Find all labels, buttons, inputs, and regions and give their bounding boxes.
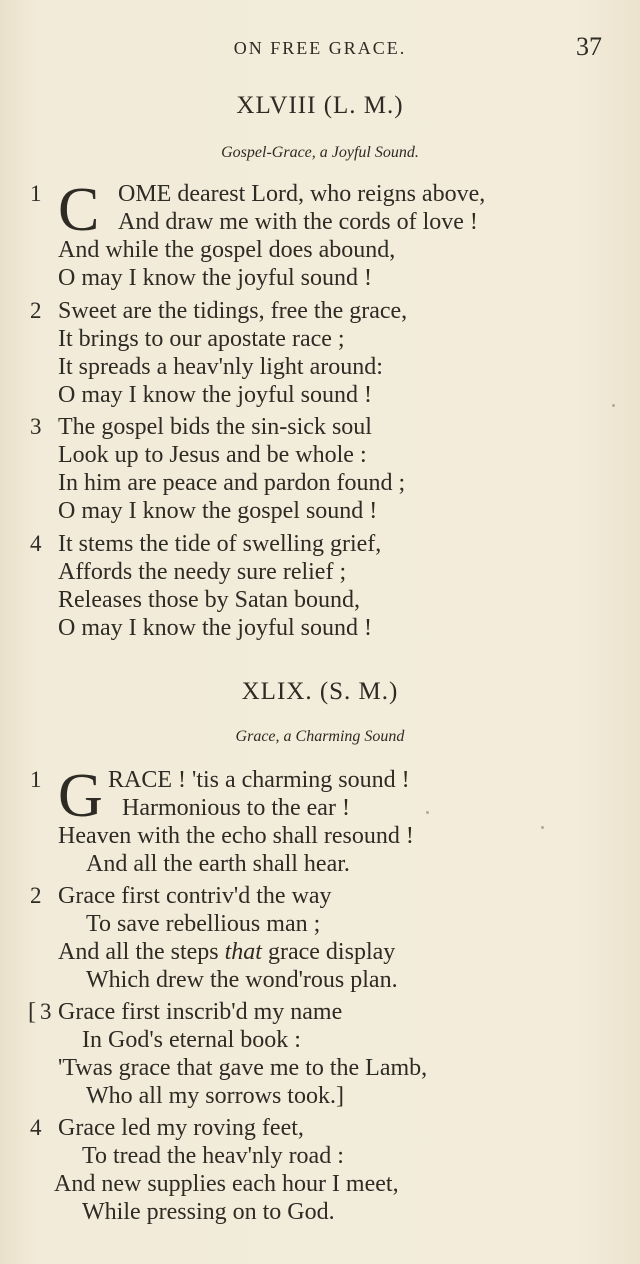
verse-text: O may I know the joyful sound ! (58, 382, 372, 408)
verse-line (30, 264, 620, 292)
verse-line (30, 794, 620, 822)
verse-line (30, 1026, 620, 1054)
verse-line (30, 614, 620, 642)
verse-text (86, 1082, 344, 1110)
stanza-number: 3 (30, 414, 42, 439)
verse-line (30, 882, 620, 910)
stanza-number: 4 (30, 531, 42, 556)
open-bracket: [ (28, 999, 36, 1025)
page-header (0, 32, 640, 66)
stanza (30, 413, 620, 525)
stanza (30, 882, 620, 994)
verse-text: Grace first inscrib'd my name (58, 999, 343, 1025)
verse-line (30, 850, 620, 878)
verse-text: It spreads a heav'nly light around: (58, 354, 383, 380)
verse-text: It stems the tide of swelling grief, (58, 531, 382, 557)
verse-line (30, 441, 620, 469)
stanza-number: 1 (30, 181, 42, 206)
verse-line (30, 1114, 620, 1142)
verse-line (30, 1170, 620, 1198)
verse-line (30, 1054, 620, 1082)
close-bracket: ] (335, 1083, 344, 1109)
verse-line (30, 325, 620, 353)
stanza (30, 176, 620, 292)
verse-text: Harmonious to the ear ! (122, 795, 350, 821)
stanza-number: 3 (40, 999, 52, 1024)
verse-line (30, 353, 620, 381)
stanza (30, 998, 620, 1110)
verse-line (30, 530, 620, 558)
stanza-number: 1 (30, 767, 42, 792)
verse-line (30, 297, 620, 325)
hymn-title: XLIX. (S. M.) (241, 678, 399, 705)
verse-text: Which drew the wond'rous plan. (86, 967, 398, 993)
drop-cap: C (58, 176, 100, 244)
verse-text: O may I know the joyful sound ! (58, 265, 372, 291)
verse-text: In God's eternal book : (82, 1027, 301, 1053)
verse-line (30, 497, 620, 525)
hymn-subtitle: Grace, a Charming Sound (235, 728, 405, 745)
verse-line (30, 938, 620, 966)
verse-text: Heaven with the echo shall resound ! (58, 823, 414, 849)
verse-line (30, 180, 620, 208)
verse-line (30, 558, 620, 586)
verse-text: In him are peace and pardon found ; (58, 470, 406, 496)
verse-text: It brings to our apostate race ; (58, 326, 345, 352)
verse-text: O may I know the gospel sound ! (58, 498, 378, 524)
verse-text: Grace led my roving feet, (58, 1115, 304, 1141)
stanza-number: 2 (30, 883, 42, 908)
verse-text: 'Twas grace that gave me to the Lamb, (58, 1055, 428, 1081)
verse-text: The gospel bids the sin-sick soul (58, 414, 372, 440)
paper-speck (541, 826, 544, 829)
hymn-subtitle: Gospel-Grace, a Joyful Sound. (221, 144, 419, 161)
verse-text: To save rebellious man ; (86, 911, 321, 937)
verse-text (58, 938, 395, 966)
verse-text: To tread the heav'nly road : (82, 1143, 344, 1169)
hymn-title: XLVIII (L. M.) (236, 92, 404, 119)
verse-text: Look up to Jesus and be whole : (58, 442, 367, 468)
verse-line (30, 766, 620, 794)
verse-line (30, 586, 620, 614)
verse-text: Releases those by Satan bound, (58, 587, 360, 613)
running-head: ON FREE GRACE. (233, 38, 407, 58)
stanza-number: 4 (30, 1115, 42, 1140)
verse-line (30, 1082, 620, 1110)
verse-text-part: Who all my sorrows took. (86, 1083, 336, 1109)
stanza-number: 2 (30, 298, 42, 323)
verse-line (30, 966, 620, 994)
page-number: 37 (576, 32, 602, 61)
verse-line (30, 413, 620, 441)
verse-line (30, 998, 620, 1026)
verse-text: OME dearest Lord, who reigns above, (118, 181, 486, 207)
verse-text-part: And all the steps (58, 939, 219, 965)
verse-text: Grace first contriv'd the way (58, 883, 332, 909)
verse-text: While pressing on to God. (82, 1199, 335, 1225)
verse-line (30, 236, 620, 264)
italic-word: that (224, 939, 262, 965)
verse-text: And draw me with the cords of love ! (118, 209, 478, 235)
verse-line (30, 822, 620, 850)
verse-text: O may I know the joyful sound ! (58, 615, 372, 641)
verse-text: And new supplies each hour I meet, (54, 1171, 399, 1197)
verse-text: Affords the needy sure relief ; (58, 559, 347, 585)
stanza (30, 530, 620, 642)
verse-line (30, 208, 620, 236)
paper-speck (426, 811, 429, 814)
stanza (30, 1114, 620, 1226)
verse-text: And all the earth shall hear. (86, 851, 350, 877)
verse-line (30, 1142, 620, 1170)
verse-text: RACE ! 'tis a charming sound ! (108, 767, 410, 793)
verse-line (30, 469, 620, 497)
verse-line (30, 1198, 620, 1226)
paper-speck (612, 404, 615, 407)
verse-line (30, 381, 620, 409)
stanza (30, 762, 620, 878)
stanza (30, 297, 620, 409)
verse-line (30, 910, 620, 938)
verse-text: And while the gospel does abound, (58, 237, 396, 263)
verse-text: Sweet are the tidings, free the grace, (58, 298, 408, 324)
verse-text-part: grace display (267, 939, 396, 965)
drop-cap: G (58, 762, 103, 830)
